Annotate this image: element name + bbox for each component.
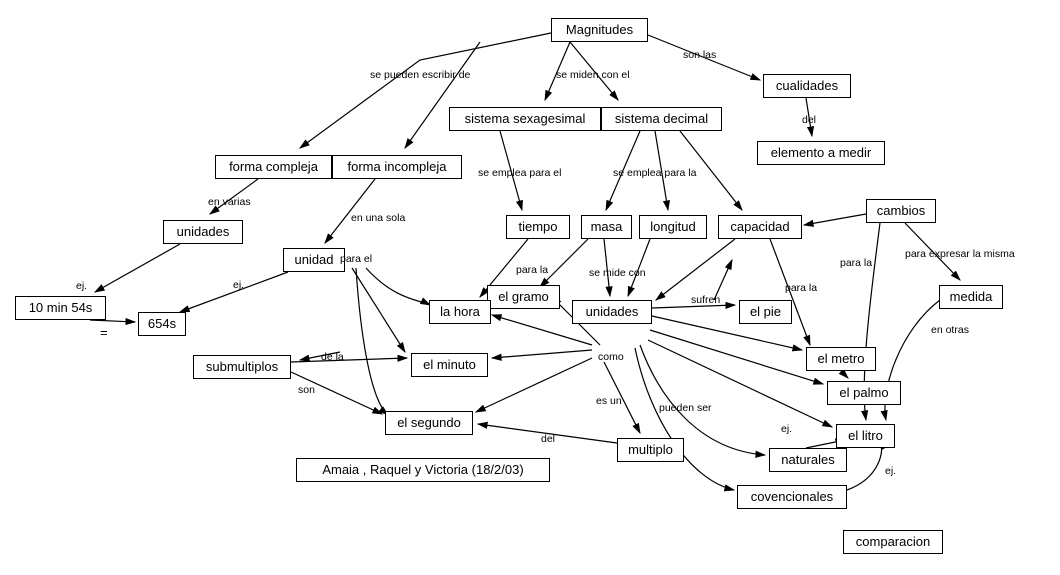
node-el-pie[interactable]: [739, 300, 792, 324]
node-masa[interactable]: [581, 215, 632, 239]
node-tiempo[interactable]: [506, 215, 570, 239]
node-label: forma incompleja: [347, 159, 447, 174]
edge-label-pueden-ser: pueden ser: [659, 402, 712, 414]
edge-label-se-emplea-para-la: se emplea para la: [613, 167, 697, 179]
node-medida[interactable]: [939, 285, 1003, 309]
node-label: forma compleja: [229, 159, 318, 174]
node-el-metro[interactable]: [806, 347, 876, 371]
edge-label-es-un: es un: [596, 395, 622, 407]
node-label: submultiplos: [205, 359, 279, 374]
node-label: el gramo: [498, 289, 549, 304]
node-submultiplos[interactable]: [193, 355, 291, 379]
node-label: covencionales: [750, 489, 834, 504]
node-label: 10 min 54s: [28, 300, 93, 315]
node-label: sistema sexagesimal: [464, 111, 586, 126]
node-capacidad[interactable]: [718, 215, 802, 239]
node-el-litro[interactable]: [836, 424, 895, 448]
node-forma-compleja[interactable]: [215, 155, 332, 179]
edge-label-del: del: [802, 114, 817, 126]
node-naturales[interactable]: [769, 448, 847, 472]
node-654s[interactable]: [138, 312, 186, 336]
node-longitud[interactable]: [639, 215, 707, 239]
node-label: Amaia , Raquel y Victoria (18/2/03): [322, 462, 524, 477]
node-label: unidades: [176, 224, 230, 239]
node-unidades-centro[interactable]: [572, 300, 652, 324]
edge-label-en-una-sola: en una sola: [351, 212, 406, 224]
edge-label-se-mide-con: se mide con: [589, 267, 646, 279]
edge-label-ej-4: ej.: [885, 465, 897, 477]
edge-label-para-la-1: para la: [516, 264, 549, 276]
node-sistema-sexagesimal[interactable]: [449, 107, 601, 131]
node-10-min-54s[interactable]: [15, 296, 106, 320]
node-label: el pie: [749, 304, 782, 319]
node-unidad[interactable]: [283, 248, 345, 272]
node-cualidades[interactable]: [763, 74, 851, 98]
edge-label-se-emplea-para-el: se emplea para el: [478, 167, 562, 179]
node-label: unidad: [294, 252, 334, 267]
node-label: cambios: [876, 203, 926, 218]
edge-label-son-las: son las: [683, 49, 717, 61]
node-sistema-decimal[interactable]: [601, 107, 722, 131]
node-label: unidades: [585, 304, 639, 319]
edge-label-se-miden-con-el: se miden con el: [556, 69, 630, 81]
edge-label-en-otras: en otras: [931, 324, 969, 336]
node-unidades-izquierda[interactable]: [163, 220, 243, 244]
node-label: Magnitudes: [565, 22, 634, 37]
edge-label-para-expresar-la-misma: para expresar la misma: [905, 248, 1015, 260]
node-label: la hora: [440, 304, 480, 319]
edge-label-ej-3: ej.: [781, 423, 793, 435]
node-label: longitud: [650, 219, 696, 234]
node-label: 654s: [147, 316, 177, 331]
node-label: tiempo: [518, 219, 558, 234]
equals-sign: =: [100, 325, 108, 340]
node-label: el minuto: [423, 357, 476, 372]
node-forma-incompleja[interactable]: [332, 155, 462, 179]
node-label: medida: [949, 289, 993, 304]
node-label: el metro: [817, 351, 865, 366]
node-label: naturales: [781, 452, 835, 467]
node-multiplo[interactable]: [617, 438, 684, 462]
edge-label-para-el: para el: [340, 253, 373, 265]
edge-label-de-la: de la: [321, 351, 344, 363]
node-label: comparacion: [855, 534, 931, 549]
node-la-hora[interactable]: [429, 300, 491, 324]
edge-label-como: como: [598, 351, 624, 363]
edge-label-ej-1: ej.: [76, 280, 88, 292]
node-el-gramo[interactable]: [487, 285, 560, 309]
node-elemento-a-medir[interactable]: [757, 141, 885, 165]
edge-label-para-la-2: para la: [785, 282, 818, 294]
node-label: el palmo: [839, 385, 889, 400]
node-authors[interactable]: [296, 458, 550, 482]
edge-label-se-pueden-escribir-de: se pueden escribir de: [370, 69, 471, 81]
node-label: masa: [590, 219, 623, 234]
node-label: el segundo: [397, 415, 461, 430]
edge-label-ej-2: ej.: [233, 279, 245, 291]
node-comparacion[interactable]: [843, 530, 943, 554]
node-label: cualidades: [775, 78, 839, 93]
node-label: multiplo: [628, 442, 673, 457]
node-el-minuto[interactable]: [411, 353, 488, 377]
node-magnitudes[interactable]: [551, 18, 648, 42]
node-el-segundo[interactable]: [385, 411, 473, 435]
node-el-palmo[interactable]: [827, 381, 901, 405]
node-label: elemento a medir: [770, 145, 872, 160]
node-cambios[interactable]: [866, 199, 936, 223]
edge-label-en-varias: en varias: [208, 196, 251, 208]
node-label: capacidad: [730, 219, 790, 234]
edge-label-para-la-3: para la: [840, 257, 873, 269]
edge-label-son: son: [298, 384, 315, 396]
edge-label-sufren: sufren: [691, 294, 721, 306]
node-label: el litro: [848, 428, 883, 443]
node-covencionales[interactable]: [737, 485, 847, 509]
node-label: sistema decimal: [614, 111, 709, 126]
edge-label-del-2: del: [541, 433, 556, 445]
